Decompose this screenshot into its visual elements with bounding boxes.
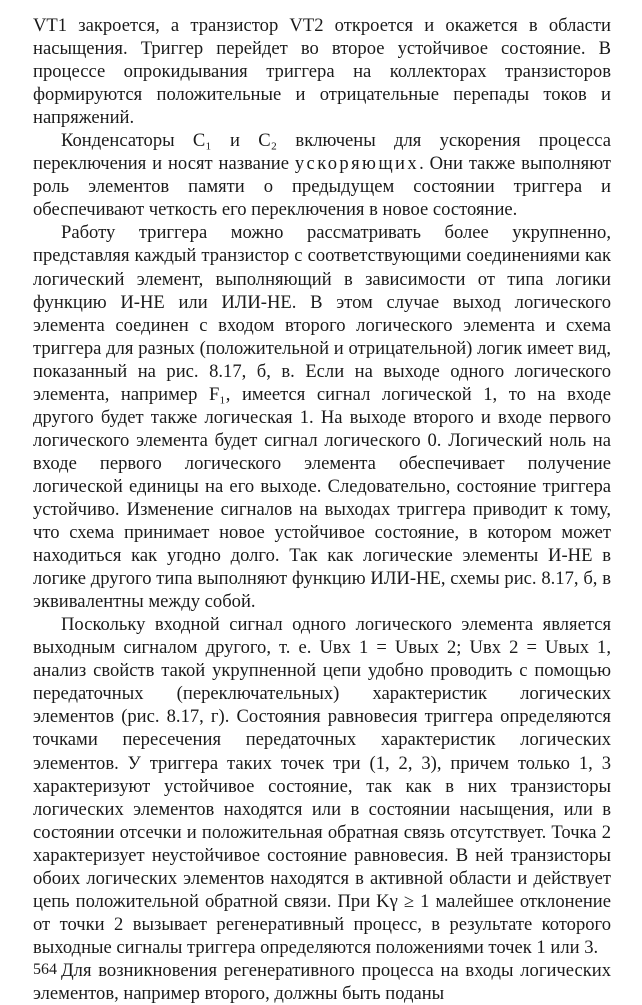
paragraph-2 <box>33 129 611 221</box>
paragraph-4: Поскольку входной сигнал одного логического элемента является выходным сигналом другого, т. е. Uвх 1 = Uвых 2; Uвх 2 = Uвых 1, анализ свойств такой укрупненной цепи удобно проводить с помощью передаточных (переключательных) характеристик логических элементов (рис. 8.17, г). Состояния равновесия триггера определяются точками пересечения передаточных характеристик логических элементов. У триггера таких точек три (1, 2, 3), причем только 1, 3 характеризуют устойчивое состояние, так как в них транзисторы логических элементов находятся или в состоянии насыщения, или в состоянии отсечки и положительная обратная связь отсутствует. Точка 2 характеризует неустойчивое состояние равновесия. В ней транзисторы обоих логических элементов находятся в активной области и действует цепь положительной обратной связи. При Kγ ≥ 1 малейшее отклонение от точки 2 вызывает регенеративный процесс, в результате которого выходные сигналы триггера определяются положениями точек 1 или 3. <box>33 614 611 958</box>
page-body <box>33 14 611 1005</box>
paragraph-3: Работу триггера можно рассматривать более укрупненно, представляя каждый транзистор с соответствующими соединениями как логический элемент, выполняющий в зависимости от типа логики функцию И-НЕ или ИЛИ-НЕ. В этом случае выход логического элемента соединен с входом второго логического элемента и схема триггера для разных (положительной и отрицательной) логик имеет вид, показанный на рис. 8.17, б, в. Если на выходе одного логического элемента, например F₁, имеется сигнал логической 1, то на входе другого будет также логическая 1. На выходе второго и входе первого логического элемента будет сигнал логического 0. Логический ноль на входе первого логического элемента обеспечивает получение логической единицы на его выходе. Следовательно, состояние триггера устойчиво. Изменение сигналов на выходах триггера приводит к тому, что схема принимает новое устойчивое состояние, в котором может находиться как угодно долго. Так как логические элементы И-НЕ в логике другого типа выполняют функцию ИЛИ-НЕ, схемы рис. 8.17, б, в эквивалентны между собой. <box>33 222 611 613</box>
paragraph-2-start: Конденсаторы C₁ и C₂ включены для ускорения процесса переключения и носят название <box>33 130 611 175</box>
paragraph-5: Для возникновения регенеративного процесса на входы логических элементов, например второго, должны быть поданы <box>33 959 611 1004</box>
paragraph-2-end: . Они также выполняют роль элементов памяти о предыдущем состоянии триггера и обеспечивают четкость его переключения в новое состояние. <box>33 153 612 221</box>
page-number: 564 <box>33 961 57 978</box>
spaced-term: ускоряющих <box>294 153 420 175</box>
paragraph-1: VT1 закроется, а транзистор VT2 откроется и окажется в области насыщения. Триггер перейдет во второе устойчивое состояние. В процессе опрокидывания триггера на коллекторах транзисторов формируются положительные и отрицательные перепады токов и напряжений. <box>33 15 611 129</box>
